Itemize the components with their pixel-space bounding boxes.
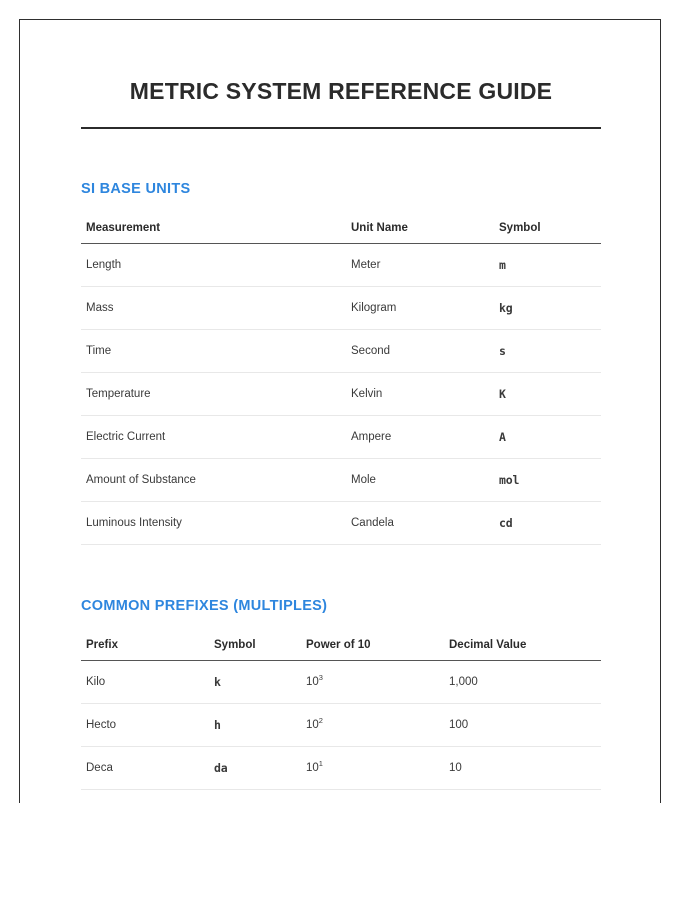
table-row [81, 501, 601, 544]
cell-measurement: Luminous Intensity [81, 501, 346, 544]
cell-unit-name: Second [346, 329, 494, 372]
common-prefixes-table [81, 639, 601, 790]
section-common-prefixes [81, 545, 601, 790]
table-row [81, 746, 601, 789]
page-title: METRIC SYSTEM REFERENCE GUIDE [129, 78, 553, 104]
cell-measurement: Temperature [81, 372, 346, 415]
table-row [81, 243, 601, 286]
power-base: 10 [306, 761, 319, 774]
cell-unit-name: Kelvin [346, 372, 494, 415]
table-header-row [81, 639, 601, 661]
cell-symbol: k [209, 660, 301, 703]
power-base: 10 [306, 718, 319, 731]
si-base-units-table [81, 222, 601, 545]
column-header-measurement: Measurement [81, 222, 346, 244]
power-exponent: 3 [318, 672, 323, 682]
column-header-symbol: Symbol [494, 222, 601, 244]
cell-unit-name: Ampere [346, 415, 494, 458]
cell-unit-name: Mole [346, 458, 494, 501]
cell-measurement: Length [81, 243, 346, 286]
column-header-unit-name: Unit Name [346, 222, 494, 244]
table-row [81, 415, 601, 458]
cell-measurement: Amount of Substance [81, 458, 346, 501]
table-row [81, 458, 601, 501]
table-row [81, 286, 601, 329]
power-base: 10 [306, 675, 319, 688]
table-row [81, 372, 601, 415]
cell-symbol: A [494, 415, 601, 458]
cell-unit-name: Kilogram [346, 286, 494, 329]
cell-symbol: da [209, 746, 301, 789]
cell-decimal-value: 1,000 [444, 660, 601, 703]
section-heading-si-base-units: SI BASE UNITS [81, 180, 191, 197]
table-row [81, 329, 601, 372]
cell-symbol: mol [494, 458, 601, 501]
table-header-row [81, 222, 601, 244]
cell-symbol: kg [494, 286, 601, 329]
cell-symbol: K [494, 372, 601, 415]
cell-prefix: Kilo [81, 660, 209, 703]
cell-symbol: s [494, 329, 601, 372]
column-header-decimal-value: Decimal Value [444, 639, 601, 661]
cell-prefix: Hecto [81, 703, 209, 746]
cell-symbol: cd [494, 501, 601, 544]
cell-unit-name: Meter [346, 243, 494, 286]
column-header-prefix: Prefix [81, 639, 209, 661]
power-exponent: 1 [318, 758, 323, 768]
cell-decimal-value: 10 [444, 746, 601, 789]
cell-power-of-10 [301, 746, 444, 789]
cell-power-of-10 [301, 703, 444, 746]
cell-measurement: Time [81, 329, 346, 372]
power-exponent: 2 [318, 715, 323, 725]
cell-symbol: h [209, 703, 301, 746]
column-header-power-of-10: Power of 10 [301, 639, 444, 661]
cell-unit-name: Candela [346, 501, 494, 544]
table-row [81, 660, 601, 703]
cell-prefix: Deca [81, 746, 209, 789]
cell-measurement: Electric Current [81, 415, 346, 458]
column-header-symbol: Symbol [209, 639, 301, 661]
table-row [81, 703, 601, 746]
section-si-base-units [81, 129, 601, 545]
page-content [81, 20, 601, 790]
cell-power-of-10 [301, 660, 444, 703]
document-page [19, 19, 661, 803]
cell-decimal-value: 100 [444, 703, 601, 746]
cell-symbol: m [494, 243, 601, 286]
section-heading-common-prefixes: COMMON PREFIXES (MULTIPLES) [81, 597, 328, 614]
cell-measurement: Mass [81, 286, 346, 329]
